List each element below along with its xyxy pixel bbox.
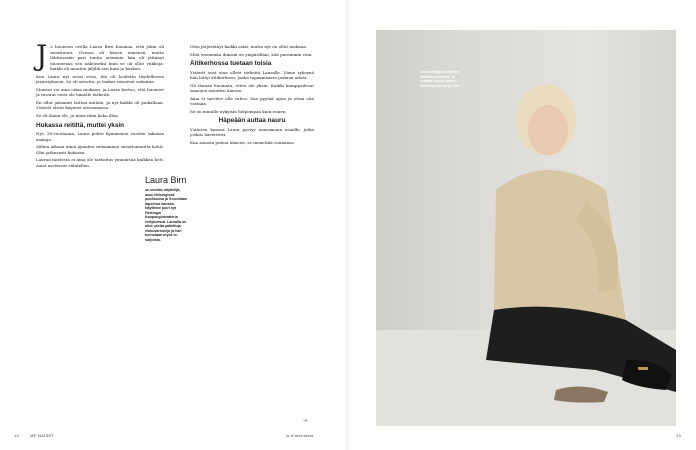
paragraph: Se on minulle nykyisin helpompaa kuin ennen. [190,108,287,114]
woman-figure [376,30,676,426]
paragraph: Kun Laura nyt avasi oven, tila oli hoidettu täydelliseen järjestykseen. Se oli siivottu, ja laukut seisoivat valmiina. [36,73,164,85]
photo-caption: Laura viihtyy mieluiten ihmisten keskellä, ja ystävät tuovat hänen arkeensa turvaa ja iloa. [420,70,460,88]
paragraph: Se oli ihana ele, ja minä itkin koko illan. [36,113,120,119]
page-number-left: 12 [14,433,20,438]
paragraph: Nyt, 30-vuotiaana, Laura pohtii kymmenen vuoden takaisia aiakoja. [36,131,164,142]
paragraph: En ollut jaksanut laittaa mitään, ja nyt kaikki oli paikallaan. Ystävät olivat käyneet siivoamassa. [36,99,164,111]
paragraph: Lauran mielestä ei aina ole tarkoitus ymmärtää kaikkea heti. Asiat asettuvat vähitellen. [36,157,164,168]
paragraph: Siihen aikaan minä ajaudun seilaamaan suruttomuutta kohti. Olin jatkuvasti hukassa. [36,144,164,155]
gutter [346,0,350,450]
subheading: Hukassa reitiltä, muttei yksin [36,121,125,129]
continue-arrow-icon: → [303,418,308,424]
paragraph: o huoneen ovella Laura Birn huomaa, että jokin oli muuttunut. Ovessa oli hänen nimensä, mutta lähtiessään pari tuntia aiemmin hän oli jättänyt huoneensa sen näköiseksi kuin se oli ollut viikkoja: kaikki oli muuten jäljillä sen kuin ja kesken. [50,44,164,72]
paragraph: Oli ihanaa huomata, etten ole yksin. Kaikki kamppailevat samojen asioiden kanssa. [190,82,314,94]
article-column-2 [190,44,314,148]
bio-sidebar [145,175,187,242]
article-column-1 [36,39,164,170]
portrait-photo [376,30,676,426]
paragraph: Olen järjestänyt kaikki asiat, mutta nyt en ollut mukana. [190,44,308,49]
paragraph: Mitä enemmän ihmisiä on ympärilläni, sitä paremmin voin. [190,51,313,57]
paragraph: Kun asiasta puhuu ääneen, se menettää voimansa. [190,140,295,146]
paragraph: Muistot voi aina ottaa mukaan, ja Laura kertoo, että huoneet ja tavarat eivät ole hänelle tärkeitä. [36,86,164,98]
magazine-name: ME NAISET [30,433,55,438]
drop-cap: J [36,39,48,72]
sidebar-name: Laura Birn [145,175,187,185]
paragraph: Aina ei tarvitse olla vahva. Saa pyytää apua ja ottaa sitä vastaan. [190,95,314,107]
page-number-right: 13 [676,433,682,438]
subheading: Häpeään auttaa nauru [218,117,286,125]
paragraph: Ystävien kanssa Laura pystyy nauramaan asioille, jotka joskus hävettivät. [190,126,314,138]
paragraph: Ystävät ovat aina olleet tärkeitä Lauralle. Viime syksynä hän liittyi äitikerhoon, jonka tapaamisissa jaetaan arkea. [190,69,314,81]
magazine-url: is.fi/menaiset [286,433,314,438]
subheading: Äitikerhossa tuetaan toisia [190,60,272,68]
sidebar-bio: se-vuotias näyttelijä, asuu Helsingissä puolisonsa ja 5-vuotiaan lapsensa kanssa. Näyttelee juuri nyt Helsingin Kaupunginteatterin esityksessä. Lauralla on ollut useita palkittuja elokuvarooleja ja hän tunnetaan myös tv-sarjoista. [145,188,187,242]
